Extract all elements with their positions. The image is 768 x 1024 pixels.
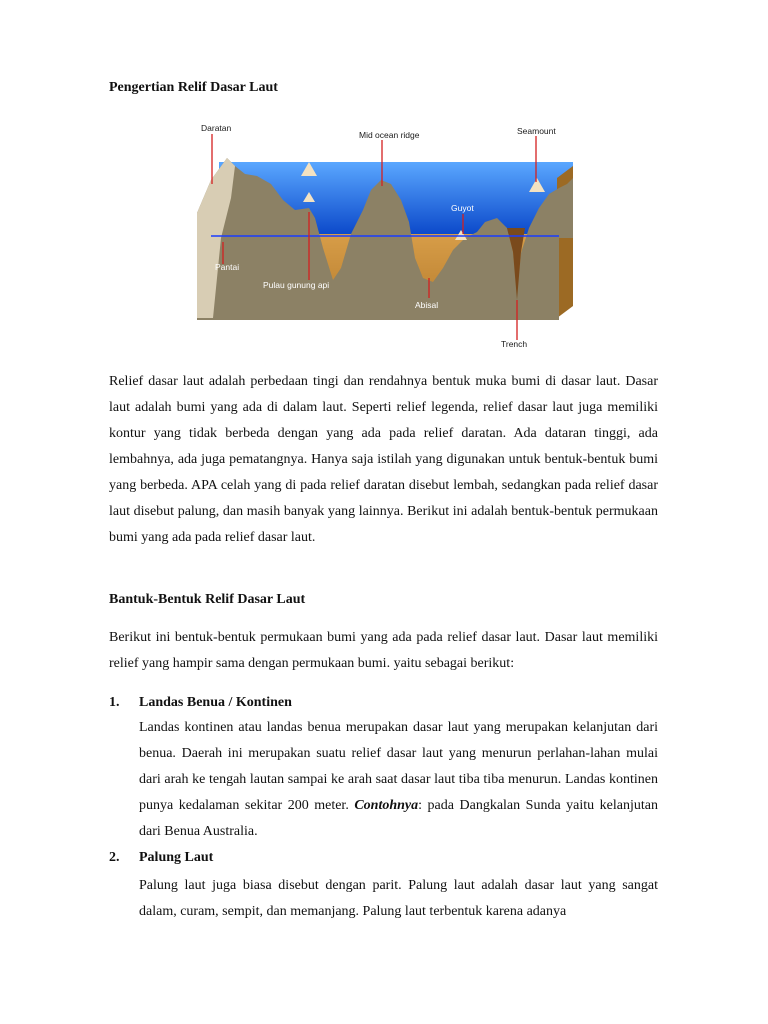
label-trench: Trench — [501, 339, 528, 349]
section-heading: Bantuk-Bentuk Relif Dasar Laut — [109, 592, 306, 607]
label-pulau-gunung-api: Pulau gunung api — [263, 280, 330, 290]
list-item-body: Palung laut juga biasa disebut dengan parit. Palung laut adalah dasar laut yang sangat dalam, curam, sempit, dan memanjang. Palung laut terbentuk karena adanya — [139, 878, 658, 919]
label-pantai: Pantai — [215, 262, 240, 272]
page-title: Pengertian Relif Dasar Laut — [109, 80, 278, 95]
list-item-number: 1. — [109, 695, 120, 710]
diagram-svg — [195, 118, 575, 358]
list-item-title: Palung Laut — [139, 850, 214, 865]
list-item-title: Landas Benua / Kontinen — [139, 695, 292, 710]
intro-paragraph: Relief dasar laut adalah perbedaan tingi dan rendahnya bentuk muka bumi di dasar laut. Dasar laut adalah bumi yang ada di dalam laut. Seperti relief legenda, relief dasar laut juga memiliki kontur yang tidak berbeda dengan yang ada pada relief daratan. Ada dataran tinggi, ada lembahnya, ada juga pematangnya. Hanya saja istilah yang digunakan untuk bentuk-bentuk bumi yang berbeda. APA celah yang di pada relief daratan disebut lembah, sedangkan pada relief dasar laut disebut palung, dan masih banyak yang lainnya. Berikut ini adalah bentuk-bentuk permukaan bumi yang ada pada relief dasar laut. — [109, 374, 658, 545]
label-guyot: Guyot — [451, 203, 474, 213]
list-item-body — [139, 715, 658, 845]
label-mid-ocean-ridge: Mid ocean ridge — [359, 130, 420, 140]
sea-floor-relief-diagram — [195, 118, 575, 358]
emphasis-text: Contohnya — [354, 798, 419, 813]
section-intro-paragraph: Berikut ini bentuk-bentuk permukaan bumi yang ada pada relief dasar laut. Dasar laut memiliki relief yang hampir sama dengan permukaan bumi. yaitu sebagai berikut: — [109, 630, 658, 671]
body-text-after: : pada Dangkalan Sunda yaitu kelanjutan dari Benua Australia. — [139, 798, 658, 839]
body-text-before: Landas kontinen atau landas benua merupakan dasar laut yang merupakan kelanjutan dari benua. Daerah ini merupakan suatu relief dasar laut yang menurun perlahan-lahan mulai dari arah ke tengah lautan sampai ke arah saat dasar laut tiba tiba menurun. Landas kontinen punya kedalaman sekitar 200 meter. — [139, 720, 658, 813]
list-item-number: 2. — [109, 850, 120, 865]
label-abisal: Abisal — [415, 300, 439, 310]
label-daratan: Daratan — [201, 123, 232, 133]
label-seamount: Seamount — [517, 126, 556, 136]
